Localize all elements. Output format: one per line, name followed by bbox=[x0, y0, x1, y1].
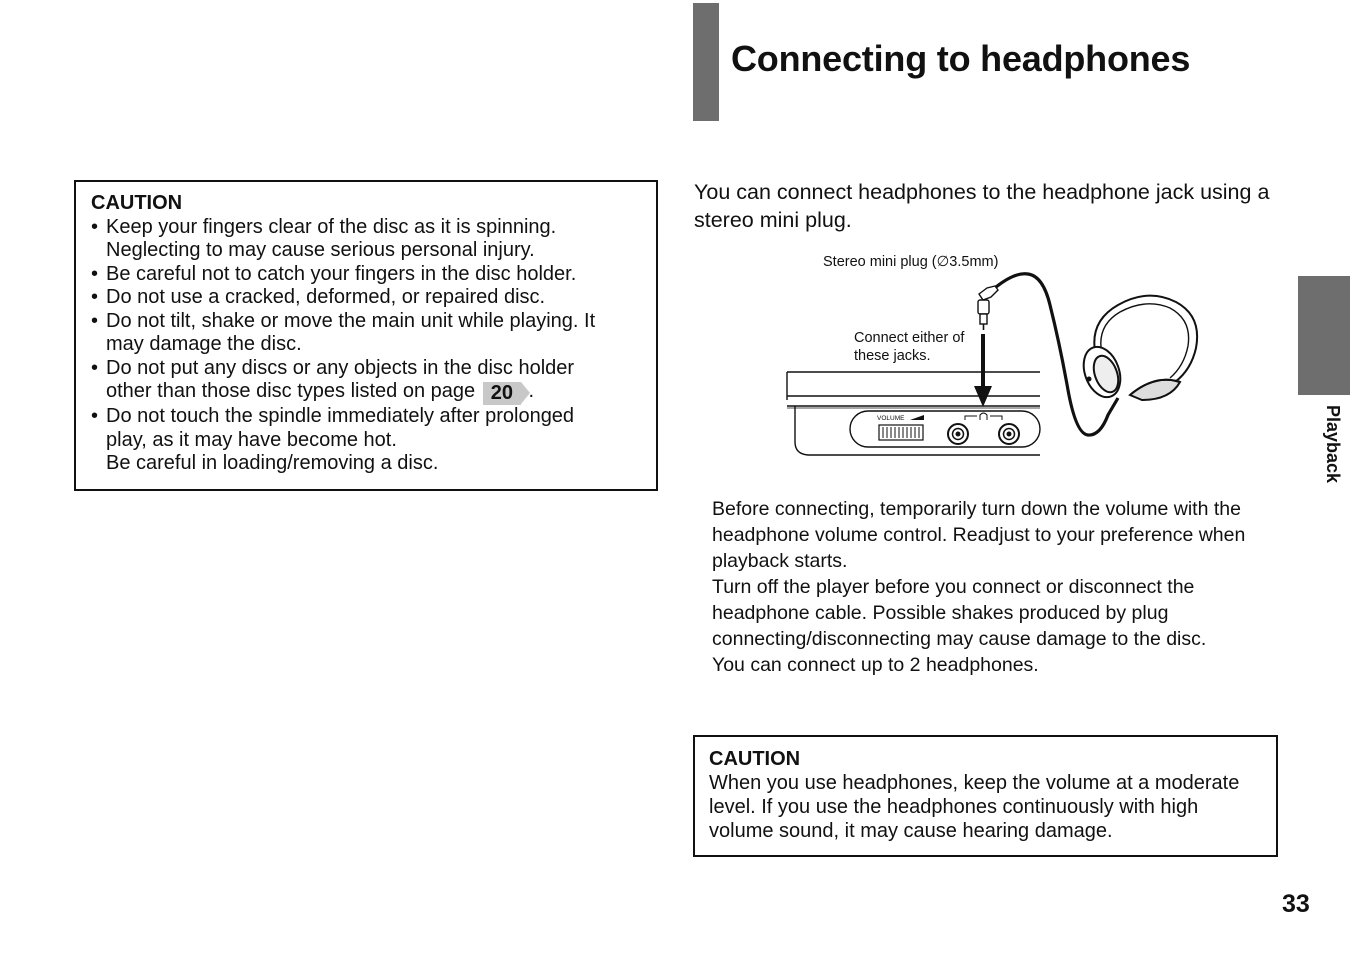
caution-item bbox=[91, 216, 646, 263]
caution-item-line: • Do not tilt, shake or move the main unit while playing. It bbox=[106, 309, 596, 332]
jack-callout-line: these jacks. bbox=[854, 348, 931, 364]
caution-item bbox=[91, 357, 646, 406]
caution-item-text: . bbox=[528, 380, 535, 402]
caution-item bbox=[91, 286, 646, 310]
caution-item-line: • Do not put any discs or any objects in the disc holder bbox=[106, 356, 575, 379]
headphone-jack-symbol-icon bbox=[965, 413, 1002, 420]
caution-item-line: • Do not touch the spindle immediately after prolonged bbox=[106, 405, 575, 427]
caution-item bbox=[91, 405, 646, 476]
caution-item bbox=[91, 310, 646, 357]
caution-item-line: • Keep your fingers clear of the disc as it is spinning. bbox=[106, 215, 557, 238]
intro-paragraph: You can connect headphones to the headphone jack using a stereo mini plug. bbox=[694, 180, 1270, 232]
caution-item bbox=[91, 263, 646, 287]
caution-item-line: • Do not use a cracked, deformed, or repaired disc. bbox=[106, 286, 546, 308]
section-tab-label: Playback bbox=[1323, 405, 1343, 484]
caution-heading: CAUTION bbox=[91, 192, 183, 214]
caution-item-line: play, as it may have become hot. bbox=[106, 428, 397, 451]
headphone-jack-2-icon bbox=[999, 424, 1019, 444]
caution-item-line: • Be careful not to catch your fingers in the disc holder. bbox=[106, 262, 577, 285]
stereo-mini-plug-icon bbox=[978, 286, 998, 330]
plug-size-text: 3.5mm) bbox=[949, 254, 999, 270]
volume-slider-icon bbox=[877, 415, 924, 440]
instructions-text bbox=[712, 496, 1282, 678]
headphone-jack-1-icon bbox=[948, 424, 968, 444]
caution-item-line: may damage the disc. bbox=[106, 333, 302, 355]
caution-item-text: other than those disc types listed on page bbox=[106, 380, 476, 402]
instruction-paragraph: Before connecting, temporarily turn down the volume with the headphone volume control. Readjust to your preference when playback starts. bbox=[712, 498, 1246, 572]
headphones-icon bbox=[1077, 296, 1197, 403]
page-number: 33 bbox=[1282, 890, 1310, 918]
plug-label-text: Stereo mini plug ( bbox=[823, 254, 937, 270]
title-accent-bar bbox=[693, 3, 719, 121]
caution-box-disc bbox=[74, 180, 658, 491]
volume-label: VOLUME bbox=[877, 415, 905, 422]
instruction-paragraph: You can connect up to 2 headphones. bbox=[712, 654, 1039, 676]
caution-item-line: Neglecting to may cause serious personal injury. bbox=[106, 239, 535, 261]
diameter-icon: ∅ bbox=[936, 254, 950, 270]
caution-item-line: Be careful in loading/removing a disc. bbox=[106, 452, 439, 474]
caution-text: When you use headphones, keep the volume at a moderate level. If you use the headphones continuously with high volume sound, it may cause hearing damage. bbox=[709, 772, 1240, 842]
section-tab bbox=[1298, 276, 1350, 395]
caution-item-line bbox=[106, 380, 646, 405]
caution-list bbox=[91, 216, 646, 476]
page-reference-link[interactable]: 20 bbox=[483, 382, 521, 405]
instruction-paragraph: Turn off the player before you connect or disconnect the headphone cable. Possible shakes produced by plug connecting/disconnecting may cause damage to the disc. bbox=[712, 576, 1207, 650]
player-unit-icon bbox=[787, 372, 1040, 455]
caution-heading: CAUTION bbox=[709, 748, 801, 770]
caution-box-hearing bbox=[693, 735, 1278, 857]
page-title: Connecting to headphones bbox=[731, 38, 1191, 79]
headphone-connection-illustration bbox=[770, 250, 1210, 465]
jack-callout-line: Connect either of bbox=[854, 330, 965, 346]
